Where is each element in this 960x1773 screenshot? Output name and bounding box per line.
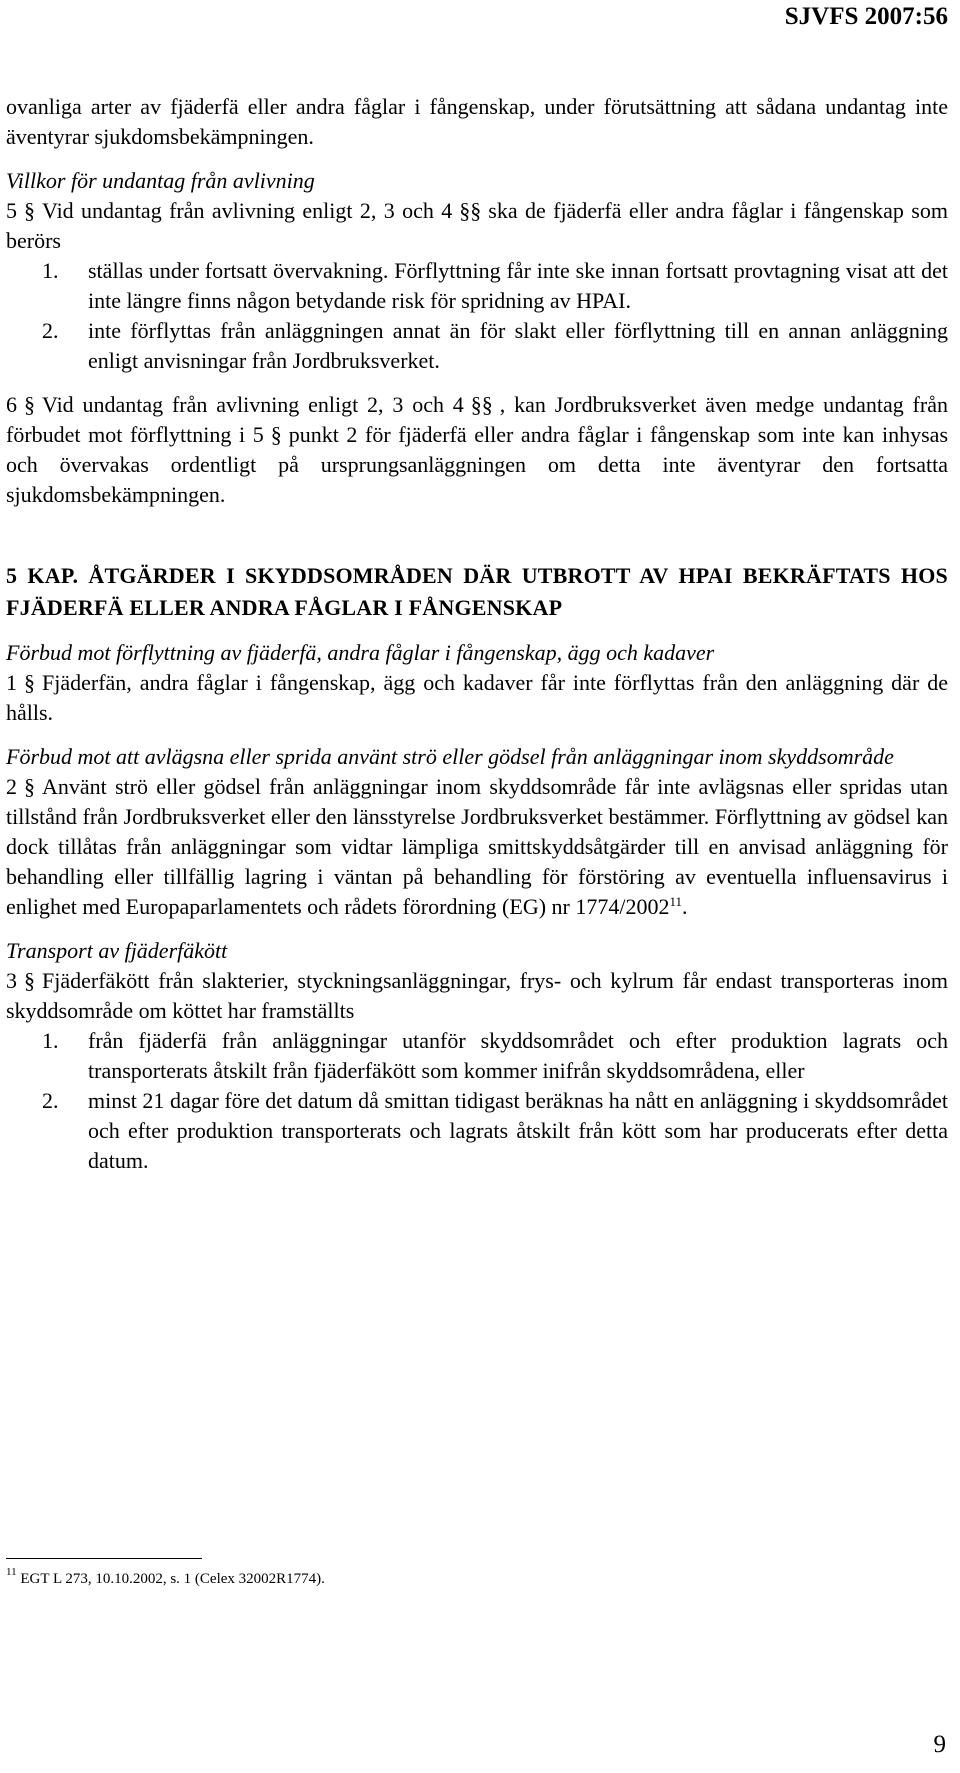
paragraph-text: Använt strö eller gödsel från anläggningar inom skyddsområde får inte avlägsnas eller spridas utan tillstånd från Jordbruksverket eller den länsstyrelse Jordbruksverket bestämmer. Förflyttning av gödsel kan dock tillåtas från anläggningar som vidtar lämpliga smittskyddsåtgärder till en anvisad anläggning för behandling eller tillfällig lagring i väntan på behandling för förstöring av eventuella influensavirus i enlighet med Europaparlamentets och rådets förordning (EG) nr 1774/2002 — [6, 774, 948, 919]
list-item-number: 1. — [42, 258, 59, 283]
page-body — [6, 92, 948, 1176]
section-sign: § — [24, 968, 35, 993]
paragraph-end: . — [682, 894, 688, 919]
paragraph-6 — [6, 390, 948, 510]
paragraph-number: 2 — [6, 774, 17, 799]
list-item — [6, 1086, 948, 1176]
section-heading-forbud: Förbud mot förflyttning av fjäderfä, andra fåglar i fångenskap, ägg och kadaver — [6, 640, 715, 665]
section-sign: § — [24, 198, 35, 223]
section-heading-stro: Förbud mot att avlägsna eller sprida använt strö eller gödsel från anläggningar inom skyddsområde — [6, 744, 894, 769]
list-item-text: ställas under fortsatt övervakning. Förflyttning får inte ske innan fortsatt provtagning visat att det inte längre finns någon betydande risk för spridning av HPAI. — [88, 258, 948, 313]
paragraph-text: Vid undantag från avlivning enligt 2, 3 och 4 — [42, 392, 464, 417]
footnote-number: 11 — [6, 1566, 17, 1578]
list-item-number: 1. — [42, 1028, 59, 1053]
paragraph-text: ska de fjäderfä eller andra fåglar i fångenskap som berörs — [6, 198, 948, 253]
section-sign: § — [24, 670, 35, 695]
list-item — [6, 256, 948, 316]
document-id: SJVFS 2007:56 — [784, 3, 948, 30]
list-item-text: inte förflyttas från anläggningen annat än för slakt eller förflyttning till en annan anläggning enligt anvisningar från Jordbruksverket. — [88, 318, 948, 373]
paragraph-text: Fjäderfän, andra fåglar i fångenskap, ägg och kadaver får inte förflyttas från den anläggning där de hålls. — [6, 670, 948, 725]
section-sign: § — [24, 774, 35, 799]
paragraph-text: Fjäderfäkött från slakterier, styckningsanläggningar, frys- och kylrum får endast transporteras inom skyddsområde om köttet har framställts — [6, 968, 948, 1023]
paragraph-number: 6 — [6, 392, 17, 417]
paragraph-text: Vid undantag från avlivning enligt 2, 3 och 4 — [42, 198, 453, 223]
footnote-text: EGT L 273, 10.10.2002, s. 1 (Celex 32002R1774). — [20, 1571, 325, 1587]
list-item-text: från fjäderfä från anläggningar utanför skyddsområdet och efter produktion lagrats och transporterats åtskilt från fjäderfäkött som kommer inifrån skyddsområdena, eller — [88, 1028, 948, 1083]
section-sign: § — [270, 422, 282, 447]
intro-paragraph: ovanliga arter av fjäderfä eller andra fåglar i fångenskap, under förutsättning att sådana undantag inte äventyrar sjukdomsbekämpningen. — [6, 94, 948, 149]
section-heading-villkor: Villkor för undantag från avlivning — [6, 168, 315, 193]
list-item-number: 2. — [42, 1088, 59, 1113]
footnote-reference[interactable]: 11 — [669, 894, 683, 909]
paragraph-2 — [6, 772, 948, 922]
section-sign: § — [24, 392, 35, 417]
section-sign: §§ — [459, 198, 482, 223]
footnote — [6, 1568, 325, 1590]
list-item-text: minst 21 dagar före det datum då smittan tidigast beräknas ha nått en anläggning i skyddsområdet och efter produktion transporterats och lagrats åtskilt från kött som har producerats efter detta datum. — [88, 1088, 948, 1173]
paragraph-1 — [6, 668, 948, 728]
list-item — [6, 1026, 948, 1086]
section-sign: §§ — [470, 392, 493, 417]
footnote-divider — [6, 1558, 202, 1559]
paragraph-3 — [6, 966, 948, 1026]
paragraph-number: 5 — [6, 198, 17, 223]
paragraph-number: 3 — [6, 968, 17, 993]
list-item — [6, 316, 948, 376]
paragraph-5 — [6, 196, 948, 256]
page-number: 9 — [933, 1731, 946, 1758]
list-item-number: 2. — [42, 318, 59, 343]
paragraph-number: 1 — [6, 670, 17, 695]
section-heading-transport: Transport av fjäderfäkött — [6, 938, 228, 963]
chapter-heading: 5 KAP. ÅTGÄRDER I SKYDDSOMRÅDEN DÄR UTBROTT AV HPAI BEKRÄFTATS HOS FJÄDERFÄ ELLER ANDRA FÅGLAR I FÅNGENSKAP — [6, 563, 948, 620]
paragraph-text: punkt 2 för fjäderfä eller andra fåglar i fångenskap som inte kan inhysas och övervakas ordentligt på ursprungsanläggningen om detta inte äventyrar den fortsatta sjukdomsbekämpningen. — [6, 422, 948, 507]
paragraph-text: , kan Jordbruksverket även medge undantag från förbudet mot förflyttning i 5 — [6, 392, 948, 447]
